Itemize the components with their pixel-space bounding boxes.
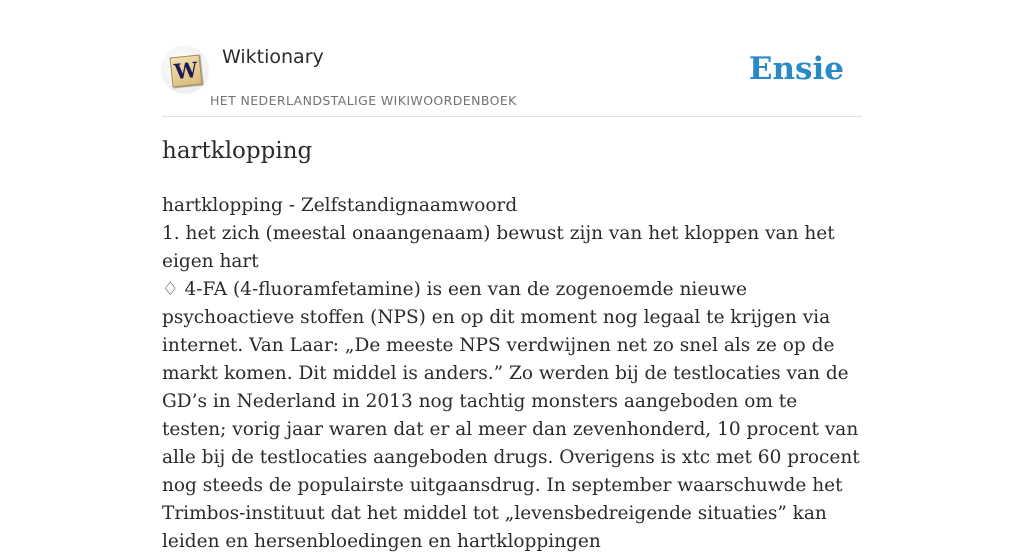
site-subtitle: HET NEDERLANDSTALIGE WIKIWOORDENBOEK [210, 93, 517, 108]
site-header [162, 40, 862, 117]
definition-text: 1. het zich (meestal onaangenaam) bewust zijn van het kloppen van het eigen hart [162, 223, 835, 272]
wiktionary-logo-icon[interactable] [162, 47, 208, 93]
logo-letter: W [170, 55, 203, 88]
page-title: hartklopping [162, 138, 313, 164]
example-text: ♢ 4-FA (4-fluoramfetamine) is een van de zogenoemde nieuwe psychoactieve stoffen (NPS) en op dit moment nog legaal te krijgen via internet. Van Laar: „De meeste NPS verdwijnen net zo snel als ze op de markt komen. Dit middel is anders.” Zo werden bij de testlocaties van de GD’s in Nederland in 2013 nog tachtig monsters aangeboden om te testen; vorig jaar waren dat er al meer dan zevenhonderd, 10 procent van alle bij de testlocaties aangeboden drugs. Overigens is xtc met 60 procent nog steeds de populairste uitgaansdrug. In september waarschuwde het Trimbos-instituut dat het middel tot „levensbedreigende situaties” kan leiden en hersenbloedingen en hartkloppingen [162, 279, 860, 552]
ensie-brand-logo[interactable]: Ensie [748, 51, 844, 87]
entry-content [162, 192, 862, 556]
word-class-line: hartklopping - Zelfstandignaamwoord [162, 195, 518, 216]
site-title[interactable]: Wiktionary [222, 46, 324, 68]
